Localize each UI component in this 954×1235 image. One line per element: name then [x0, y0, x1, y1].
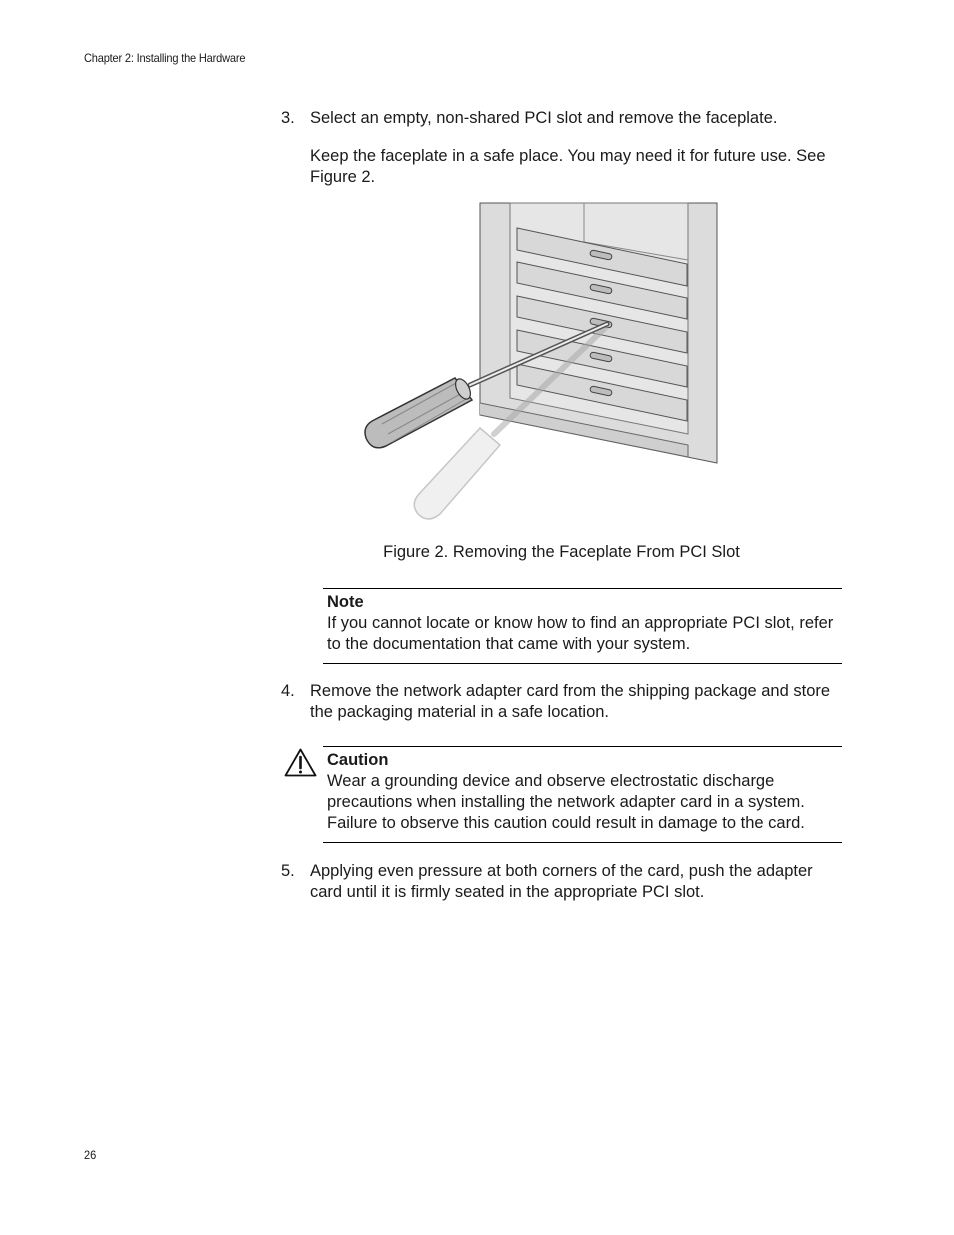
caution-warning-icon [284, 748, 317, 777]
step-3 [281, 108, 841, 129]
pci-slot-illustration [362, 202, 718, 524]
note-box [323, 588, 842, 664]
step-number: 3. [281, 109, 295, 127]
caution-text: Wear a grounding device and observe electrostatic discharge precautions when installing the network adapter card in a system. Failure to observe this caution could result in damage to the card. [327, 772, 805, 832]
step-number: 4. [281, 682, 295, 700]
page-number: 26 [84, 1148, 97, 1162]
running-header: Chapter 2: Installing the Hardware [84, 51, 246, 65]
figure-caption: Figure 2. Removing the Faceplate From PCI Slot [383, 543, 740, 561]
step-text: Remove the network adapter card from the shipping package and store the packaging material in a safe location. [310, 682, 831, 721]
note-title: Note [327, 593, 364, 611]
note-text: If you cannot locate or know how to find an appropriate PCI slot, refer to the documentation that came with your system. [327, 614, 834, 653]
step-4 [281, 681, 841, 723]
step-text: Applying even pressure at both corners of the card, push the adapter card until it is firmly seated in the appropriate PCI slot. [310, 862, 813, 901]
figure-faceplate-removal [362, 202, 718, 524]
caution-title: Caution [327, 751, 389, 769]
step-3-detail: Keep the faceplate in a safe place. You may need it for future use. See Figure 2. [310, 147, 826, 186]
step-5 [281, 861, 841, 903]
step-text: Select an empty, non-shared PCI slot and remove the faceplate. [310, 109, 778, 127]
step-number: 5. [281, 862, 295, 880]
caution-box [323, 746, 842, 843]
